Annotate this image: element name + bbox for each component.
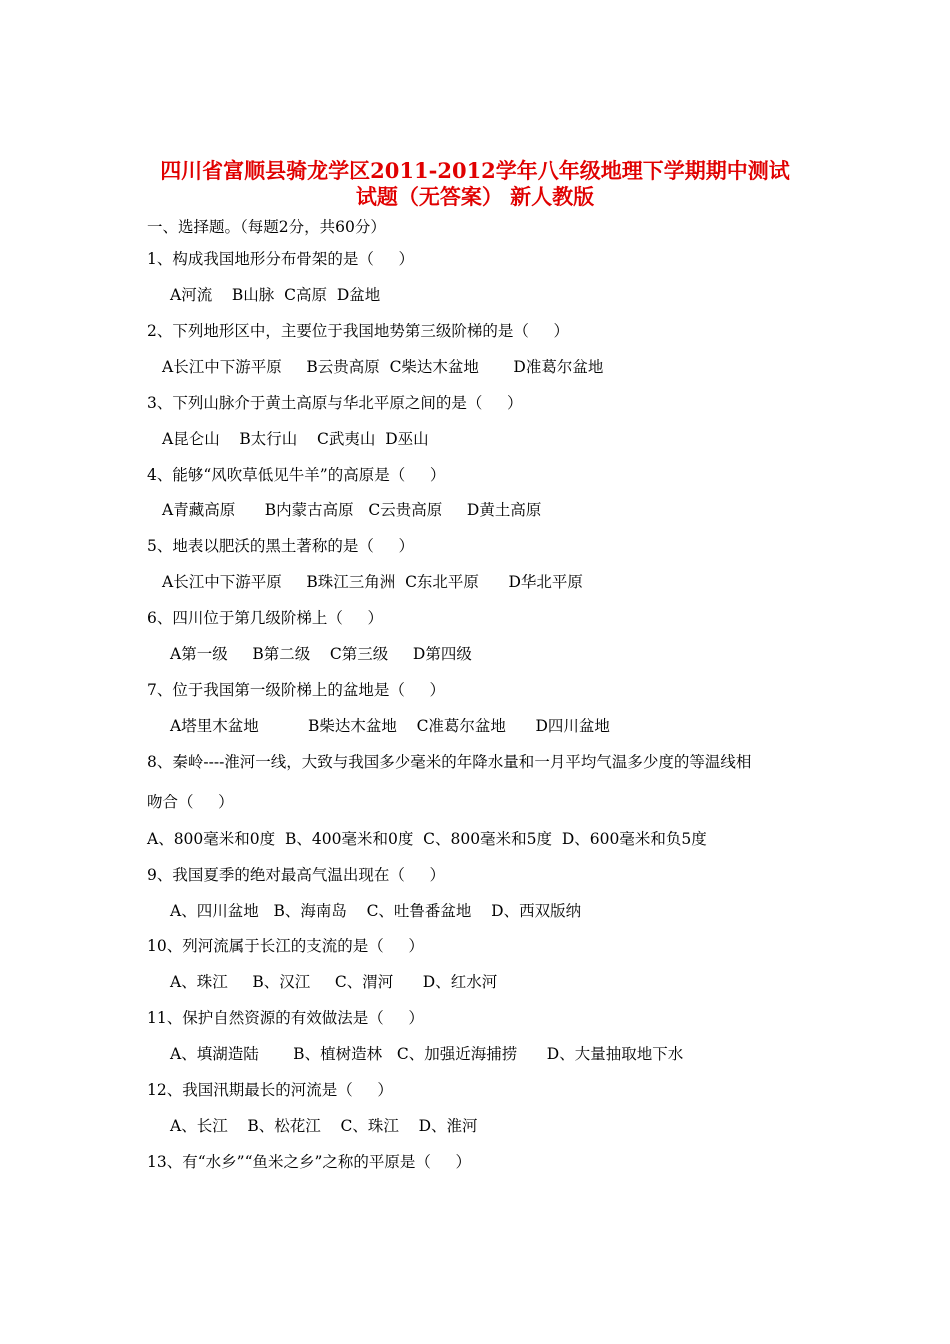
- question-7-options: A塔里木盆地 B柴达木盆地 C准葛尔盆地 D四川盆地: [170, 717, 610, 735]
- question-8-options: A、800毫米和0度 B、400毫米和0度 C、800毫米和5度 D、600毫米和负5度: [147, 830, 707, 848]
- question-3-options: A昆仑山 B太行山 C武夷山 D巫山: [162, 430, 429, 448]
- question-11-stem: 11、保护自然资源的有效做法是（ ）: [147, 1009, 424, 1027]
- question-8-stem-continued: 吻合（ ）: [147, 793, 234, 811]
- question-11-options: A、填湖造陆 B、植树造林 C、加强近海捕捞 D、大量抽取地下水: [170, 1045, 684, 1063]
- question-6-stem: 6、四川位于第几级阶梯上（ ）: [147, 609, 383, 627]
- question-9-stem: 9、我国夏季的绝对最高气温出现在（ ）: [147, 866, 445, 884]
- question-2-stem: 2、下列地形区中，主要位于我国地势第三级阶梯的是（ ）: [147, 322, 569, 340]
- question-6-options: A第一级 B第二级 C第三级 D第四级: [170, 645, 472, 663]
- question-12-options: A、长江 B、松花江 C、珠江 D、淮河: [170, 1117, 478, 1135]
- section-header: 一、选择题。（每题2分，共60分）: [147, 218, 386, 236]
- question-2-options: A长江中下游平原 B云贵高原 C柴达木盆地 D准葛尔盆地: [162, 358, 604, 376]
- question-12-stem: 12、我国汛期最长的河流是（ ）: [147, 1081, 393, 1099]
- question-5-options: A长江中下游平原 B珠江三角洲 C东北平原 D华北平原: [162, 573, 583, 591]
- question-4-stem: 4、能够“风吹草低见牛羊”的高原是（ ）: [147, 466, 446, 484]
- question-1-stem: 1、构成我国地形分布骨架的是（ ）: [147, 250, 414, 268]
- question-4-options: A青藏高原 B内蒙古高原 C云贵高原 D黄土高原: [162, 501, 542, 519]
- question-5-stem: 5、地表以肥沃的黑土著称的是（ ）: [147, 537, 414, 555]
- question-13-stem: 13、有“水乡”“鱼米之乡”之称的平原是（ ）: [147, 1153, 472, 1171]
- question-1-options: A河流 B山脉 C高原 D盆地: [170, 286, 381, 304]
- question-10-options: A、珠江 B、汉江 C、渭河 D、红水河: [170, 973, 498, 991]
- question-8-stem: 8、秦岭----淮河一线，大致与我国多少毫米的年降水量和一月平均气温多少度的等温线相: [147, 753, 752, 771]
- question-9-options: A、四川盆地 B、海南岛 C、吐鲁番盆地 D、西双版纳: [170, 902, 582, 920]
- question-7-stem: 7、位于我国第一级阶梯上的盆地是（ ）: [147, 681, 445, 699]
- document-title-line-1: 四川省富顺县骑龙学区2011-2012学年八年级地理下学期期中测试: [160, 158, 790, 183]
- document-title-line-2: 试题（无答案） 新人教版: [355, 184, 595, 209]
- question-3-stem: 3、下列山脉介于黄土高原与华北平原之间的是（ ）: [147, 394, 523, 412]
- question-10-stem: 10、列河流属于长江的支流的是（ ）: [147, 937, 424, 955]
